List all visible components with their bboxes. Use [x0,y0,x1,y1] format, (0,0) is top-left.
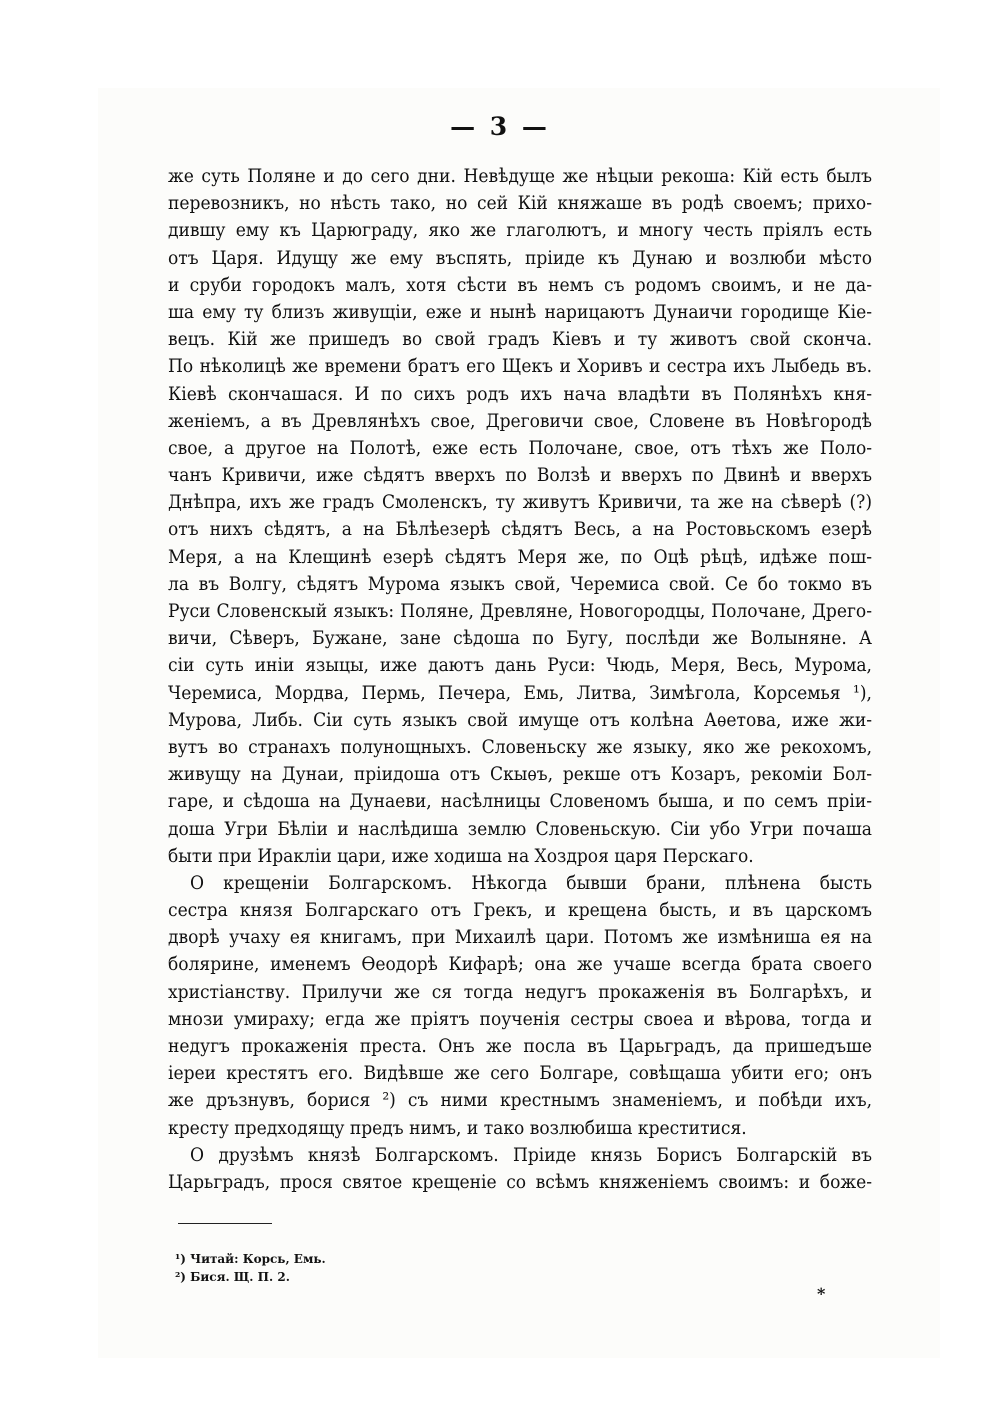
text-line: Кіевѣ скончашася. И по сихъ родъ ихъ нача владѣти въ Полянѣхъ кня- [168,382,872,405]
text-line: О друзѣмъ князѣ Болгарскомъ. Пріиде князь Борисъ Болгарскій въ [190,1143,872,1166]
text-line: Руси Словенскый языкъ: Поляне, Древляне, Новогородцы, Полочане, Дрего- [168,600,872,622]
text-line: мнози умираху; егда же пріятъ поученія сестры своеа и вѣрова, тогда и [168,1007,872,1030]
text-line: болярине, именемъ Ѳеодорѣ Кифарѣ; она же учаше всегда брата своего [168,953,872,976]
text-line: отъ нихъ сѣдятъ, а на Бѣлѣезерѣ сѣдятъ Весь, а на Ростовьскомъ езерѣ [168,518,872,541]
text-line: ла въ Волгу, сѣдятъ Мурома языкъ свой, Черемиса свой. Се бо токмо въ [168,572,872,595]
text-line: Мурова, Либь. Сіи суть языкъ свой имуще отъ колѣна Аѳетова, иже жи- [168,708,872,731]
text-line: христіанству. Прилучи же ся тогда недугъ прокаженія въ Болгарѣхъ, и [168,980,872,1003]
footnote-divider [178,1223,272,1224]
page-number: — 3 — [450,112,550,141]
text-line: женіемъ, а въ Древлянѣхъ свое, Дреговичи свое, Словене въ Новѣгородѣ [168,409,872,432]
text-line: свое, а другое на Полотѣ, еже есть Полочане, свое, отъ тѣхъ же Поло- [168,436,872,459]
text-line: дворѣ учаху ея книгамъ, при Михаилѣ цари. Потомъ же измѣниша ея на [168,926,872,949]
text-line: По нѣколицѣ же времени братъ его Щекъ и Хоривъ и сестра ихъ Лыбедь въ. [168,355,872,378]
text-line: и сруби городокъ малъ, хотя сѣсти въ немъ съ родомъ своимъ, и не да- [168,273,872,296]
text-line: дившу ему къ Царюграду, яко же глаголютъ, и многу честь пріялъ есть [168,219,872,242]
text-line: доша Угри Бѣліи и наслѣдиша землю Словеньскую. Сіи убо Угри почаша [168,817,872,840]
text-line: вичи, Сѣверъ, Бужане, зане сѣдоша по Бугу, послѣди же Волыняне. А [168,627,872,650]
text-line: кресту предходящу предъ нимъ, и тако возлюбиша креститися. [168,1116,747,1139]
text-line: ша ему ту близъ живущіи, еже и нынѣ нарицаютъ Дунаичи городище Кіе- [168,300,872,323]
text-line: же суть Поляне и до сего дни. Невѣдуще же нѣцыи рекоша: Кій есть былъ [168,165,872,187]
text-line: сіи суть иніи языцы, иже даютъ дань Руси: Чюдь, Меря, Весь, Мурома, [168,654,872,677]
footnote: ¹) Читай: Корсь, Емь. [175,1252,326,1266]
text-line: перевозникъ, но нѣсть тако, но сей Кій княжаше въ родѣ своемъ; прихо- [168,192,872,215]
text-line: недугъ прокаженія преста. Онъ же посла въ Царьградъ, да пришедъше [168,1035,872,1057]
text-line: вутъ во странахъ полунощныхъ. Словеньску же языку, яко же рекохомъ, [168,735,872,758]
footnotes [175,1250,326,1286]
text-line: быти при Иракліи цари, иже ходиша на Хоздроя царя Перскаго. [168,844,754,867]
text-line: гаре, и сѣдоша на Дунаеви, насѣлницы Словеномъ быша, и по семъ пріи- [168,790,872,813]
text-line: Черемиса, Мордва, Пермь, Печера, Емь, Литва, Зимѣгола, Корсемья ¹), [168,681,872,704]
body-text [168,163,872,1196]
text-line: Меря, а на Клещинѣ езерѣ сѣдятъ Меря же, по Оцѣ рѣцѣ, идѣже пош- [168,545,872,568]
text-line: Днѣпра, ихъ же градъ Смоленскъ, ту живутъ Кривичи, та же на сѣверѣ (?) [168,491,872,514]
text-line: іереи крестятъ его. Видѣвше же сего Болгаре, совѣщаша убити его; онъ [168,1062,872,1085]
text-line: сестра князя Болгарскаго отъ Грекъ, и крещена бысть, и въ царскомъ [168,899,872,922]
text-line: же дръзнувъ, борися ²) съ ними крестнымъ знаменіемъ, и побѣди ихъ, [168,1089,872,1112]
text-line: чанъ Кривичи, иже сѣдятъ вверхъ по Волзѣ и вверхъ по Двинѣ и вверхъ [168,464,872,487]
footnote: ²) Бися. Щ. П. 2. [175,1270,290,1284]
stray-mark: ⁎ [817,1280,826,1299]
text-line: О крещеніи Болгарскомъ. Нѣкогда бывши брани, плѣнена бысть [190,871,872,894]
text-line: вецъ. Кій же пришедъ во свой градъ Кіевъ и ту животъ свой скончa. [168,328,872,351]
text-line: Царьградъ, прося святое крещеніе со всѣмъ княженіемъ своимъ: и боже- [168,1170,872,1193]
text-line: живущу на Дунаи, пріидоша отъ Скыѳъ, рекше отъ Козаръ, рекоміи Бол- [168,763,872,786]
text-line: отъ Царя. Идущу же ему въспять, пріиде къ Дунаю и возлюби мѣсто [168,246,872,269]
